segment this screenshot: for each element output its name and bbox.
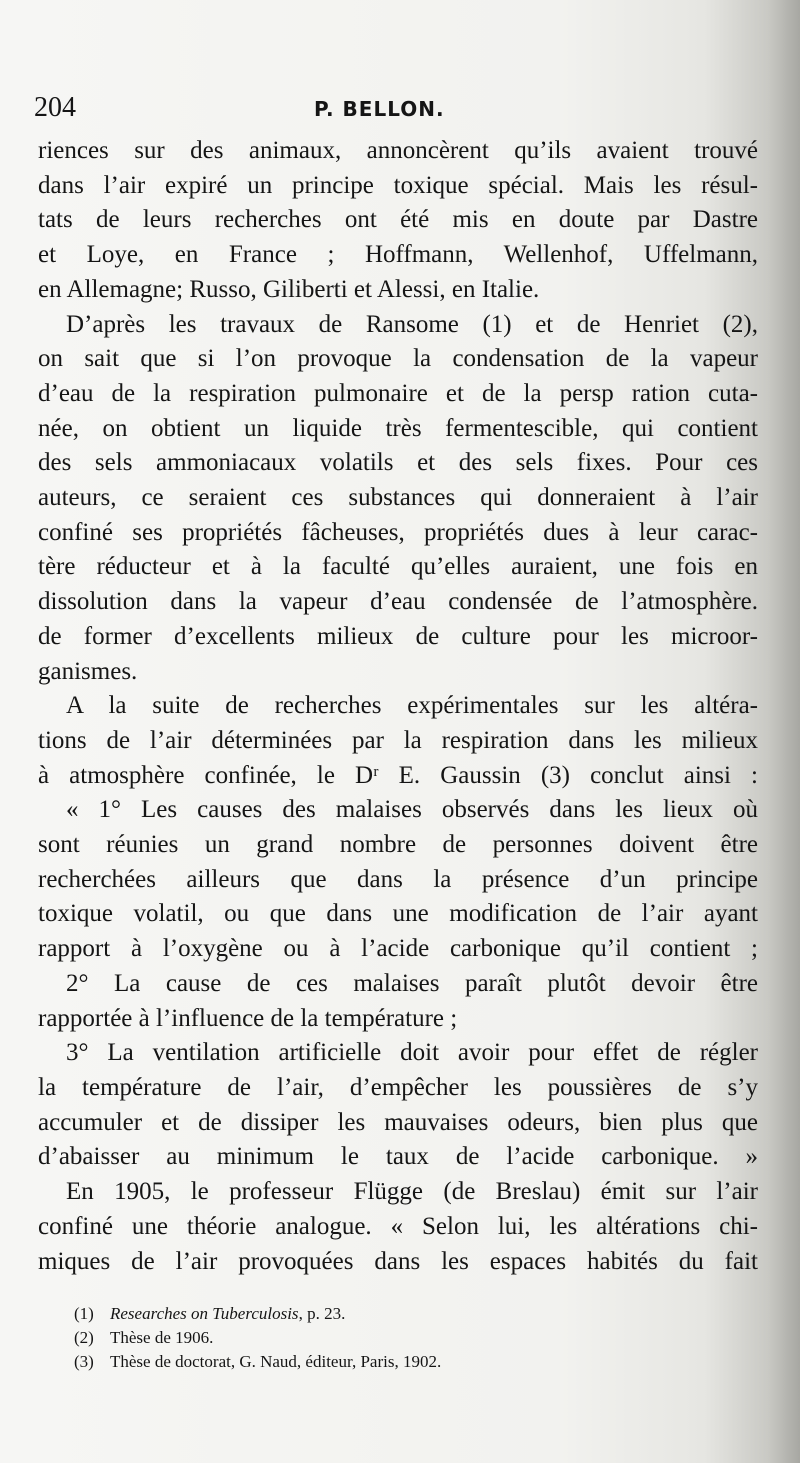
text-line: de former d’excellents milieux de culture pour les microor- xyxy=(38,622,758,650)
text-line: confiné ses propriétés fâcheuses, propriétés dues à leur carac- xyxy=(38,518,758,546)
page-header xyxy=(34,90,766,126)
text-line: confiné une théorie analogue. « Selon lui, les altérations chi- xyxy=(38,1212,758,1240)
text-line: d’abaisser au minimum le taux de l’acide carbonique. » xyxy=(38,1143,758,1171)
text-line: née, on obtient un liquide très fermentescible, qui contient xyxy=(38,414,758,442)
text-line: 2° La cause de ces malaises paraît plutôt devoir être xyxy=(66,969,758,997)
quote-point-1 xyxy=(38,793,758,967)
page-number: 204 xyxy=(34,92,76,123)
footnote-2 xyxy=(74,1326,694,1350)
footnote-mark: (3) xyxy=(74,1352,94,1371)
text-line: tère réducteur et à la faculté qu’elles auraient, une fois en xyxy=(38,553,758,581)
paragraph-2 xyxy=(38,308,758,690)
text-line: 3° La ventilation artificielle doit avoir pour effet de régler xyxy=(66,1039,758,1067)
footnote-text: , p. 23. xyxy=(298,1304,346,1323)
text-line: riences sur des animaux, annoncèrent qu’ils avaient trouvé xyxy=(38,137,758,164)
body-text xyxy=(38,134,758,1279)
text-line: tats de leurs recherches ont été mis en doute par Dastre xyxy=(38,206,758,234)
footnote-1 xyxy=(74,1302,694,1326)
text-line: dans l’air expiré un principe toxique spécial. Mais les résul- xyxy=(38,171,758,199)
text-line: D’après les travaux de Ransome (1) et de Henriet (2), xyxy=(66,310,758,338)
text-line: ganismes. xyxy=(38,657,138,685)
text-line: on sait que si l’on provoque la condensation de la vapeur xyxy=(38,345,758,373)
footnote-mark: (2) xyxy=(74,1328,94,1347)
footnotes xyxy=(74,1302,694,1374)
footnote-mark: (1) xyxy=(74,1304,94,1323)
text-line: la température de l’air, d’empêcher les poussières de s’y xyxy=(38,1073,758,1101)
text-line: d’eau de la respiration pulmonaire et de la persp ration cuta- xyxy=(38,379,758,407)
paragraph-4 xyxy=(38,1175,758,1279)
text-line: recherchées ailleurs que dans la présence d’un principe xyxy=(38,865,758,893)
text-line: « 1° Les causes des malaises observés dans les lieux où xyxy=(66,796,758,824)
footnote-text: Thèse de 1906. xyxy=(110,1328,214,1347)
text-line: à atmosphère confinée, le Dʳ E. Gaussin (3) conclut ainsi : xyxy=(38,761,758,789)
text-line: rapport à l’oxygène ou à l’acide carbonique qu’il contient ; xyxy=(38,935,758,963)
text-line: En 1905, le professeur Flügge (de Breslau) émit sur l’air xyxy=(66,1178,758,1206)
text-line: A la suite de recherches expérimentales sur les altéra- xyxy=(66,692,758,720)
footnote-text: Thèse de doctorat, G. Naud, éditeur, Paris, 1902. xyxy=(110,1352,442,1371)
footnote-3 xyxy=(74,1350,694,1374)
text-line: et Loye, en France ; Hoffmann, Wellenhof, Uffelmann, xyxy=(38,241,758,269)
text-line: des sels ammoniacaux volatils et des sels fixes. Pour ces xyxy=(38,449,758,477)
text-line: sont réunies un grand nombre de personnes doivent être xyxy=(38,831,758,859)
text-line: toxique volatil, ou que dans une modification de l’air ayant xyxy=(38,900,758,928)
quote-point-3 xyxy=(38,1036,758,1175)
text-line: dissolution dans la vapeur d’eau condensée de l’atmosphère. xyxy=(38,588,758,616)
text-line: tions de l’air déterminées par la respiration dans les milieux xyxy=(38,726,758,754)
footnote-title: Researches on Tuberculosis xyxy=(110,1304,299,1323)
text-line: rapportée à l’influence de la température ; xyxy=(38,1004,458,1032)
quote-point-2 xyxy=(38,967,758,1036)
paragraph-1 xyxy=(38,134,758,308)
paragraph-3 xyxy=(38,689,758,793)
text-line: auteurs, ce seraient ces substances qui donneraient à l’air xyxy=(38,484,758,512)
running-head: P. BELLON. xyxy=(314,97,445,121)
text-line: en Allemagne; Russo, Giliberti et Alessi, en Italie. xyxy=(38,275,540,303)
text-line: miques de l’air provoquées dans les espaces habités du fait xyxy=(38,1247,758,1275)
text-line: accumuler et de dissiper les mauvaises odeurs, bien plus que xyxy=(38,1108,758,1136)
